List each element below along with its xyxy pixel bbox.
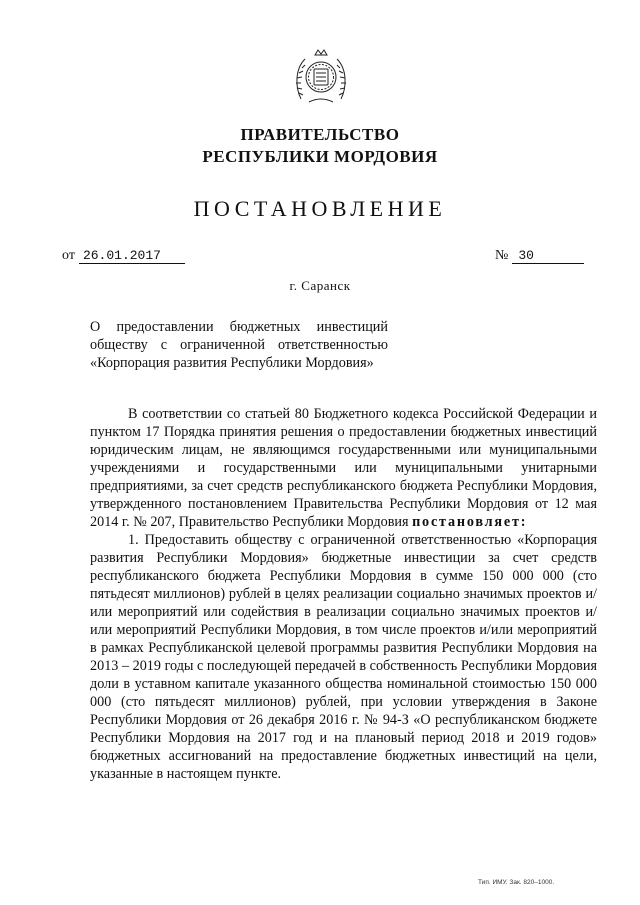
print-mark: Тип. ИМУ. Зак. 820–1000. (478, 879, 555, 886)
number-prefix: № (495, 248, 509, 263)
date-field (62, 248, 185, 264)
coat-of-arms-emblem-icon (293, 47, 349, 107)
preamble-text: В соответствии со статьей 80 Бюджетного кодекса Российской Федерации и пунктом 17 Порядка принятия решения о предоставлении бюджетных инвестиций юридическим лицам, не являющимся государственными или муниципальными учреждениями и государственными или муниципальными унитарными предприятиями, за счет средств республиканского бюджета Республики Мордовия, утвержденного постановлением Правительства Республики Мордовия от 12 мая 2014 г. № 207, Правительство Республики Мордовия (90, 406, 597, 530)
document-body (90, 405, 597, 783)
subject-line-1: О предоставлении бюджетных инвестиций (90, 319, 388, 335)
document-type-title: ПОСТАНОВЛЕНИЕ (193, 196, 447, 221)
resolves-keyword: постановляет: (412, 514, 528, 530)
clause-1-paragraph: 1. Предоставить обществу с ограниченной ответственностью «Корпорация развития Республики Мордовия» бюджетные инвестиции за счет средств республиканского бюджета Республики Мордовия в сумме 150 000 000 (сто пятьдесят миллионов) рублей в целях реализации социально значимых проектов и/или мероприятий или содействия в реализации социально значимых проектов и/или мероприятий Республики Мордовия, в том числе проектов и/или мероприятий в рамках Республиканской целевой программы развития Республики Мордовия на 2013 – 2019 годы с последующей передачей в собственность Республики Мордовия доли в уставном капитале указанного общества номинальной стоимостью 150 000 000 (сто пятьдесят миллионов) рублей, при условии утверждения в Законе Республики Мордовия от 26 декабря 2016 г. № 94-З «О республиканском бюджете Республики Мордовия на 2017 год и на плановый период 2018 и 2019 годов» бюджетных ассигнований на предоставление бюджетных инвестиций на цели, указанные в настоящем пункте. (90, 532, 597, 782)
city-name: г. Саранск (289, 278, 351, 293)
document-date: 26.01.2017 (79, 248, 185, 264)
date-prefix: от (62, 248, 75, 263)
document-subject (90, 318, 388, 372)
organization-name-line1: ПРАВИТЕЛЬСТВО (240, 125, 400, 144)
preamble-paragraph (90, 405, 597, 531)
subject-line-3: «Корпорация развития Республики Мордовия» (90, 355, 374, 371)
document-number: 30 (512, 248, 584, 264)
number-field (495, 248, 584, 264)
organization-name-line2: РЕСПУБЛИКИ МОРДОВИЯ (202, 147, 438, 166)
subject-line-2: обществу с ограниченной ответственностью (90, 337, 388, 353)
